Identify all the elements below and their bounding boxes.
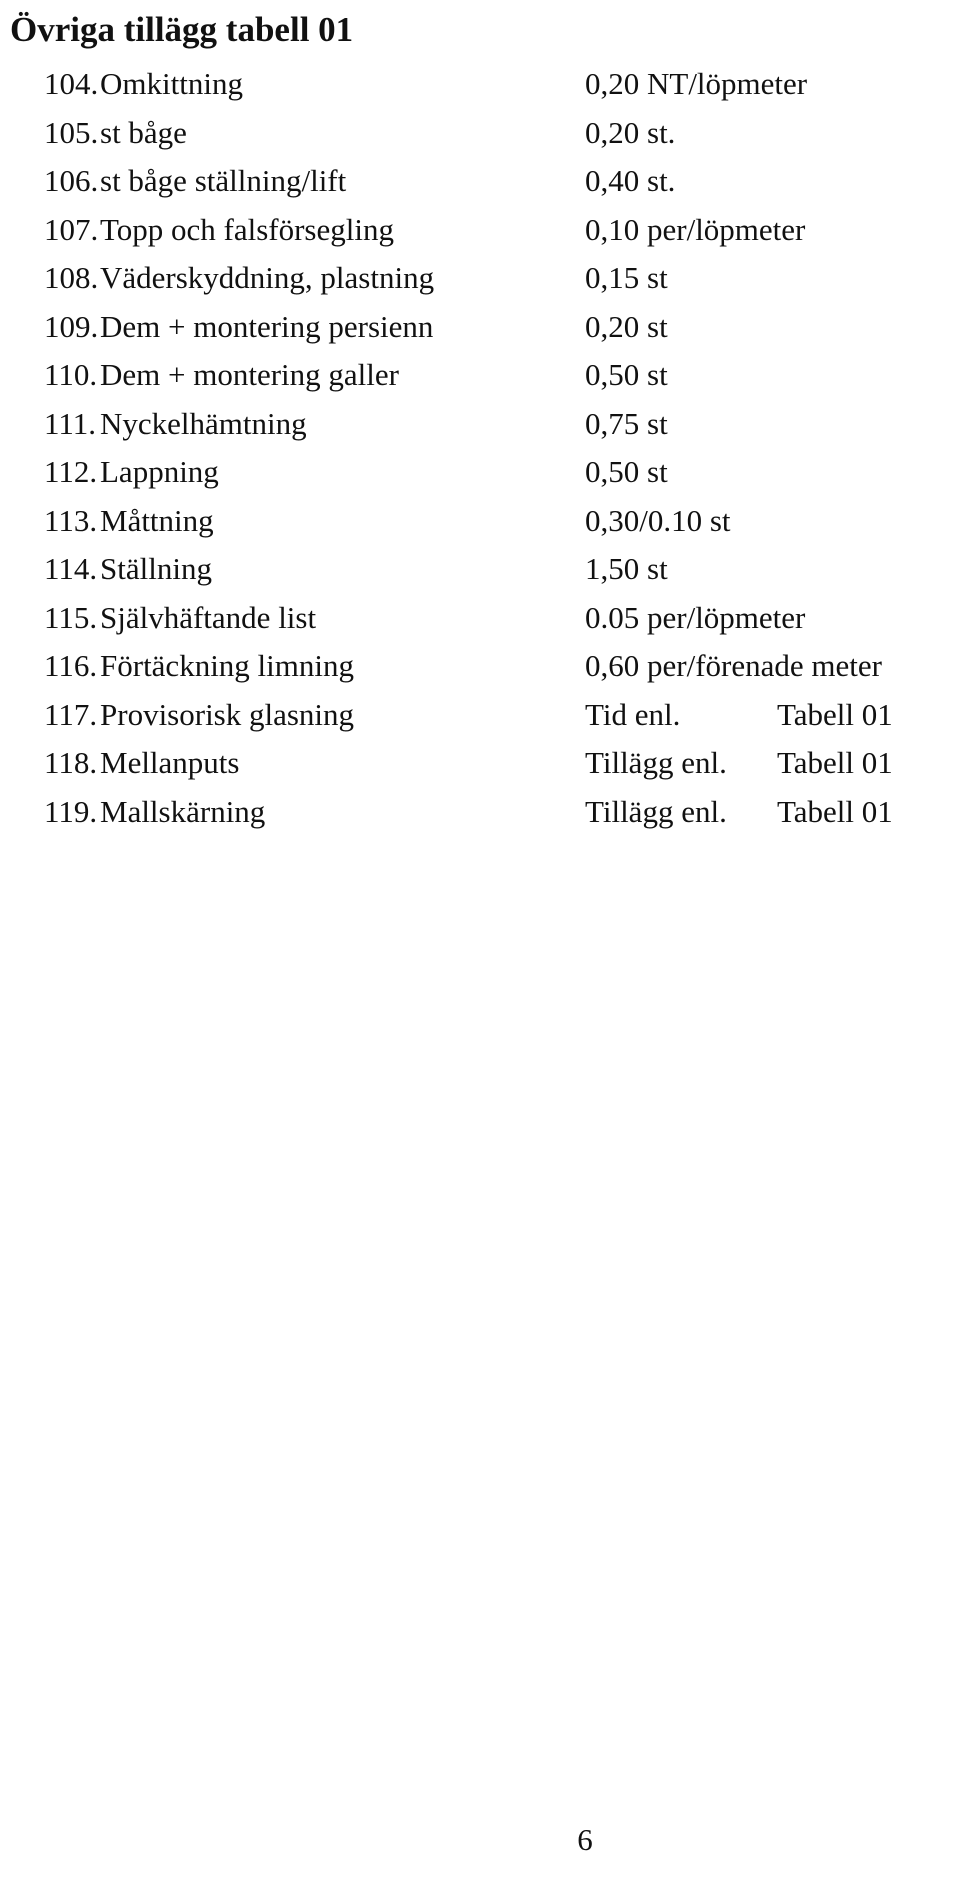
item-number: 117. [44, 696, 98, 732]
item-description: Måttning [100, 502, 214, 538]
item-reference: Tabell 01 [777, 745, 893, 780]
item-value: 0,50 st [585, 357, 668, 392]
item-number: 115. [44, 599, 98, 635]
item-description: Förtäckning limning [100, 648, 355, 683]
page-title: Övriga tillägg tabell 01 [10, 10, 354, 49]
item-value: Tillägg enl. [585, 793, 727, 829]
list-item [10, 254, 955, 303]
list-item [10, 303, 955, 352]
item-value: 0,60 per/förenade meter [585, 648, 882, 683]
item-description: Dem + montering galler [100, 357, 399, 392]
item-description: Topp och falsförsegling [100, 211, 394, 247]
item-value: 0,40 st. [585, 163, 676, 198]
item-list [10, 60, 955, 836]
item-description: Provisorisk glasning [100, 696, 355, 732]
item-description: st båge ställning/lift [100, 163, 347, 198]
item-value: 1,50 st [585, 551, 668, 586]
item-number: 110. [44, 357, 98, 392]
list-item [10, 206, 955, 255]
list-item [10, 400, 955, 449]
item-description: Självhäftande list [100, 599, 317, 635]
item-value: 0.05 per/löpmeter [585, 599, 806, 635]
item-description: Mellanputs [100, 745, 240, 780]
item-number: 112. [44, 454, 98, 489]
item-value: Tillägg enl. [585, 745, 727, 780]
item-value: 0,20 st [585, 308, 668, 344]
list-item [10, 642, 955, 691]
item-description: Väderskyddning, plastning [100, 260, 435, 295]
list-item [10, 157, 955, 206]
item-number: 104. [44, 66, 99, 101]
list-item [10, 788, 955, 837]
item-number: 108. [44, 260, 99, 295]
item-value: 0,20 st. [585, 114, 676, 150]
item-reference: Tabell 01 [777, 793, 893, 829]
list-item [10, 60, 955, 109]
item-number: 116. [44, 648, 98, 683]
item-value: Tid enl. [585, 696, 681, 732]
list-item [10, 497, 955, 546]
list-item [10, 109, 955, 158]
item-description: Dem + montering persienn [100, 308, 434, 344]
item-number: 107. [44, 211, 99, 247]
item-description: st båge [100, 114, 187, 150]
item-description: Nyckelhämtning [100, 405, 307, 441]
list-item [10, 594, 955, 643]
item-value: 0,15 st [585, 260, 668, 295]
item-number: 114. [44, 551, 98, 586]
item-value: 0,50 st [585, 454, 668, 489]
item-reference: Tabell 01 [777, 696, 893, 732]
item-number: 106. [44, 163, 99, 198]
list-item [10, 448, 955, 497]
page-number: 6 [577, 1822, 593, 1857]
item-value: 0,20 NT/löpmeter [585, 66, 808, 101]
list-item [10, 691, 955, 740]
item-description: Lappning [100, 454, 219, 489]
item-value: 0,75 st [585, 405, 668, 441]
item-number: 111. [44, 405, 96, 441]
list-item [10, 351, 955, 400]
item-description: Mallskärning [100, 793, 266, 829]
item-description: Omkittning [100, 66, 243, 101]
item-number: 119. [44, 793, 98, 829]
item-number: 113. [44, 502, 98, 538]
list-item [10, 739, 955, 788]
list-item [10, 545, 955, 594]
item-value: 0,30/0.10 st [585, 502, 731, 538]
item-number: 118. [44, 745, 98, 780]
item-description: Ställning [100, 551, 212, 586]
item-number: 105. [44, 114, 99, 150]
item-number: 109. [44, 308, 99, 344]
item-value: 0,10 per/löpmeter [585, 211, 806, 247]
